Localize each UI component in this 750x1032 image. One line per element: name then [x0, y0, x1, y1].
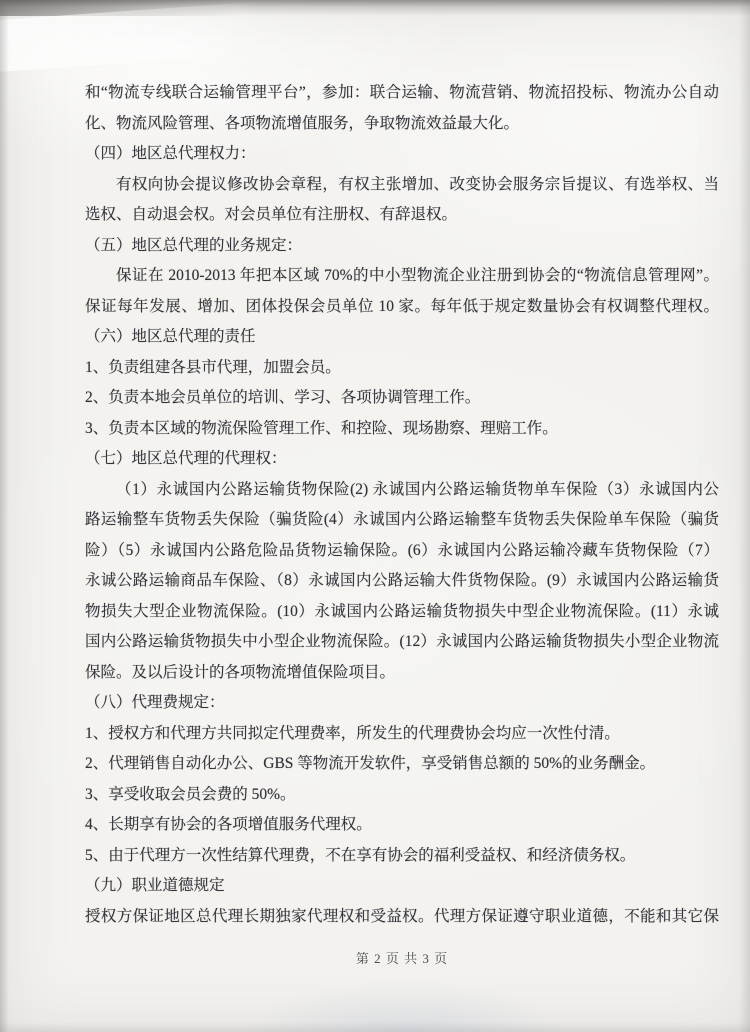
section-heading-8: （八）代理费规定：: [85, 694, 225, 711]
scan-sheen: [0, 0, 340, 72]
document-body: [85, 78, 719, 967]
body-line: 选权、自动退会权。对会员单位有注册权、有辞退权。: [85, 206, 458, 223]
body-line: 路运输整车货物丢失保险（骗货险(4）永诚国内公路运输整车货物丢失保险单车保险（骗货: [85, 511, 719, 528]
list-item: 5、由于代理方一次性结算代理费，不在享有协会的福利受益权、和经济债务权。: [85, 846, 636, 864]
body-line: 保险。及以后设计的各项物流增值保险项目。: [85, 663, 396, 681]
scan-edge-right: [739, 0, 750, 1032]
body-line: （1）永诚国内公路运输货物保险(2) 永诚国内公路运输货物单车保险（3）永诚国内公: [116, 480, 719, 498]
page-footer-page-number: 第 2 页 共 3 页: [355, 951, 449, 966]
body-line: 和“物流专线联合运输管理平台”，参加：联合运输、物流营销、物流招投标、物流办公自动: [85, 84, 719, 101]
list-item: 3、享受收取会员会费的 50%。: [85, 785, 296, 803]
list-item: 2、代理销售自动化办公、GBS 等物流开发软件，享受销售总额的 50%的业务酬金。: [85, 755, 656, 772]
body-line: 有权向协会提议修改协会章程，有权主张增加、改变协会服务宗旨提议、有选举权、当: [116, 175, 719, 193]
list-item: 3、负责本区域的物流保险管理工作、和控险、现场勘察、理赔工作。: [85, 419, 558, 437]
list-item: 1、负责组建各县市代理，加盟会员。: [85, 358, 341, 376]
scan-edge-top: [0, 0, 750, 16]
body-line: 保证每年发展、增加、团体投保会员单位 10 家。每年低于规定数量协会有权调整代理权。: [85, 297, 719, 315]
body-line: 授权方保证地区总代理长期独家代理权和受益权。代理方保证遵守职业道德，不能和其它保: [85, 907, 719, 925]
section-heading-5: （五）地区总代理的业务规定：: [85, 236, 303, 254]
section-heading-9: （九）职业道德规定: [85, 877, 225, 894]
scan-smudge: [240, 980, 570, 1032]
scan-edge-top-left: [0, 0, 260, 16]
body-line: 化、物流风险管理、各项物流增值服务，争取物流效益最大化。: [85, 114, 520, 132]
body-line: 保证在 2010-2013 年把本区域 70%的中小型物流企业注册到协会的“物流信息管理网”。: [116, 267, 719, 284]
scan-edge-bottom: [0, 1022, 750, 1032]
list-item: 1、授权方和代理方共同拟定代理费率，所发生的代理费协会均应一次性付清。: [85, 724, 620, 742]
body-line: 永诚公路运输商品车保险、（8）永诚国内公路运输大件货物保险。(9）永诚国内公路运输货: [85, 572, 719, 589]
body-line: 国内公路运输货物损失中小型企业物流保险。(12）永诚国内公路运输货物损失小型企业物流: [85, 633, 719, 650]
scan-edge-left: [0, 0, 9, 1032]
list-item: 4、长期享有协会的各项增值服务代理权。: [85, 816, 372, 833]
body-line: 险）（5）永诚国内公路危险品货物运输保险。(6）永诚国内公路运输冷藏车货物保险（7）: [85, 541, 719, 559]
section-heading-6: （六）地区总代理的责任: [85, 328, 256, 345]
list-item: 2、负责本地会员单位的培训、学习、各项协调管理工作。: [85, 389, 481, 406]
section-heading-4: （四）地区总代理权力：: [85, 145, 256, 162]
body-line: 物损失大型企业物流保险。(10）永诚国内公路运输货物损失中型企业物流保险。(11）永诚: [85, 602, 719, 620]
section-heading-7: （七）地区总代理的代理权：: [85, 450, 287, 467]
